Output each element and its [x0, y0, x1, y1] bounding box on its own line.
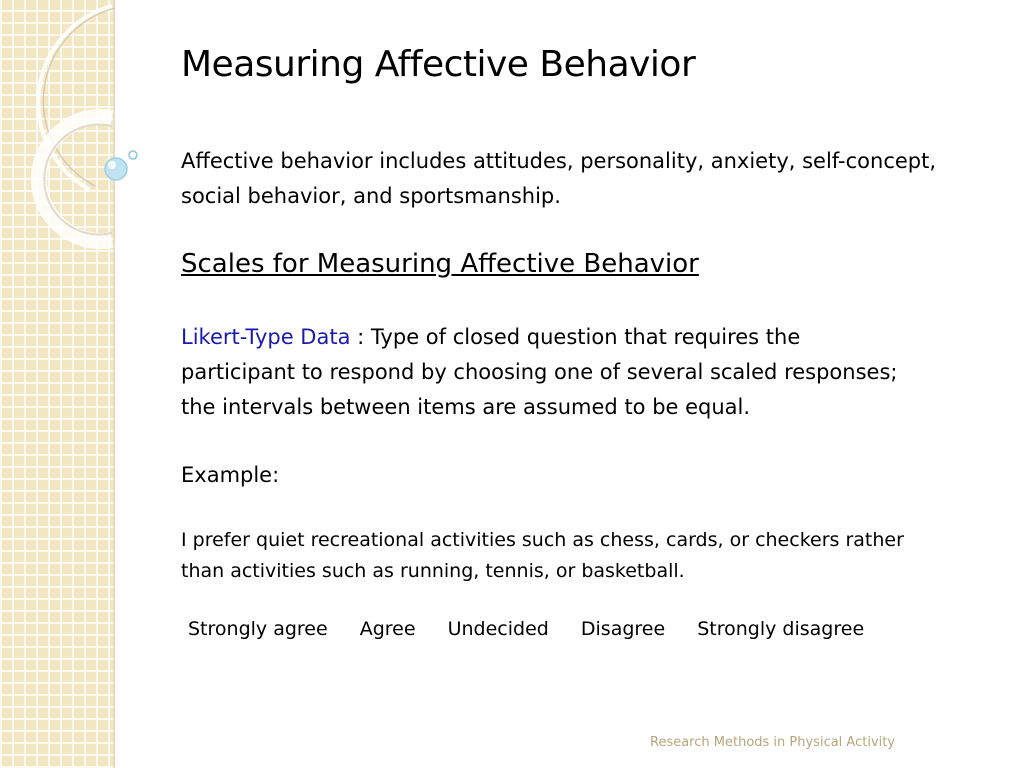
- scale-option-agree: Agree: [359, 618, 416, 640]
- scales-heading: Scales for Measuring Affective Behavior: [181, 249, 699, 279]
- likert-separator: :: [350, 325, 371, 349]
- likert-def-line-2: participant to respond by choosing one of several scaled responses;: [181, 360, 898, 384]
- scale-option-disagree: Disagree: [580, 618, 666, 640]
- likert-def-line-1: Type of closed question that requires the: [370, 325, 801, 349]
- scale-option-undecided: Undecided: [447, 618, 549, 640]
- example-statement: [181, 525, 991, 587]
- likert-term: Likert-Type Data: [181, 325, 351, 349]
- page-title: Measuring Affective Behavior: [181, 44, 696, 85]
- example-line-2: than activities such as running, tennis, or basketball.: [181, 560, 685, 582]
- intro-paragraph: [181, 144, 991, 214]
- scale-option-strongly-agree: Strongly agree: [188, 618, 328, 640]
- intro-line-1: Affective behavior includes attitudes, personality, anxiety, self-concept,: [181, 149, 937, 173]
- example-label: Example:: [181, 463, 280, 487]
- scale-option-strongly-disagree: Strongly disagree: [697, 618, 865, 640]
- intro-line-2: social behavior, and sportsmanship.: [181, 184, 561, 208]
- scales-heading-block: [181, 247, 991, 283]
- decorative-rings: [0, 0, 160, 300]
- likert-def-line-3: the intervals between items are assumed to be equal.: [181, 395, 751, 419]
- slide-footer: Research Methods in Physical Activity: [650, 735, 896, 750]
- likert-definition: [181, 320, 991, 425]
- likert-scale-options: [188, 618, 890, 640]
- example-line-1: I prefer quiet recreational activities such as chess, cards, or checkers rather: [181, 529, 904, 551]
